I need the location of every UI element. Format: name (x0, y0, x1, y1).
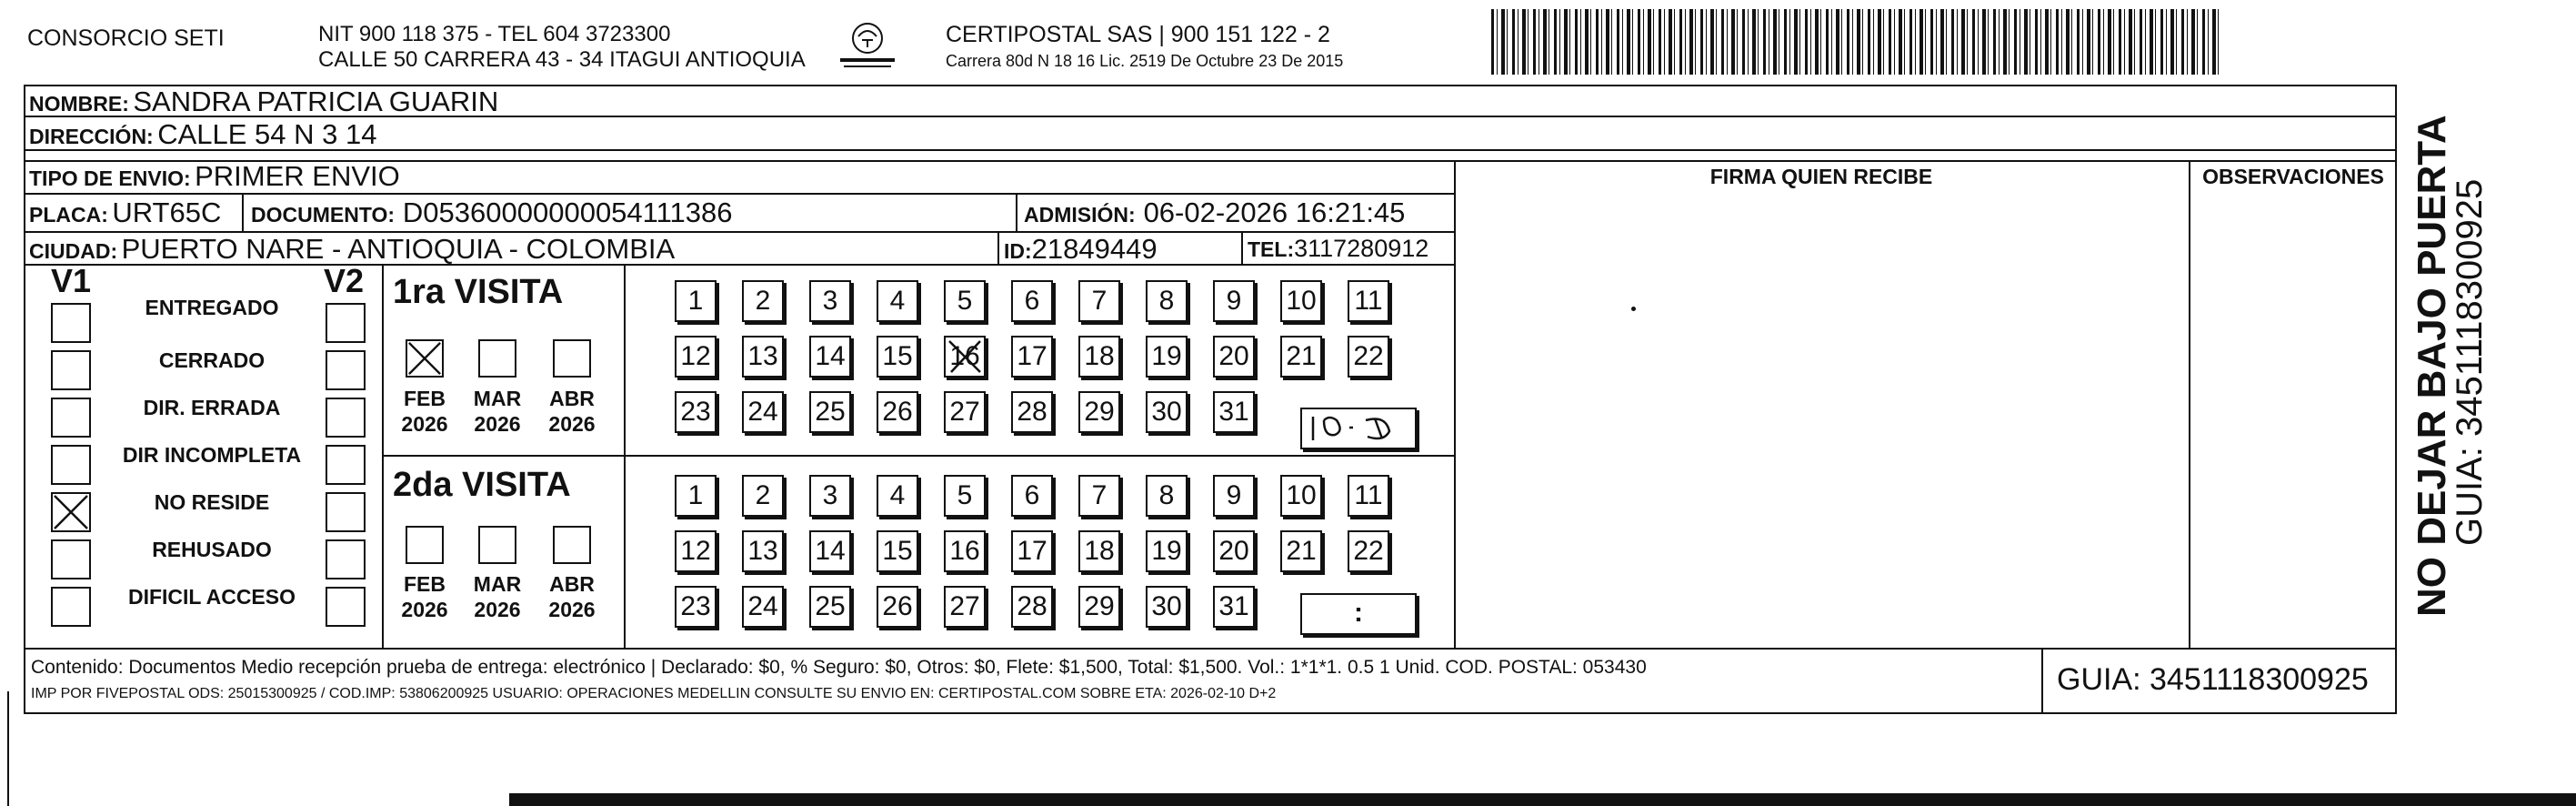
documento-row (251, 196, 733, 229)
footer-guia: GUIA: 3451118300925 (2057, 662, 2369, 697)
visit2-day-22[interactable]: 22 (1348, 530, 1389, 572)
month-year: 2026 (474, 412, 521, 436)
month-name: FEB (404, 572, 446, 596)
v2-checkbox[interactable] (326, 350, 366, 390)
visit2-month-checkbox[interactable] (406, 526, 444, 564)
visit1-day-25[interactable]: 25 (809, 391, 851, 433)
visit2-day-16[interactable]: 16 (944, 530, 986, 572)
visit2-day-10[interactable]: 10 (1280, 475, 1322, 517)
month-year: 2026 (401, 412, 448, 436)
visit1-day-22[interactable]: 22 (1348, 336, 1389, 378)
visit1-day-11[interactable]: 11 (1348, 280, 1389, 322)
signature-mark (1631, 307, 1636, 311)
v2-checkbox[interactable] (326, 303, 366, 343)
tipo-row (29, 160, 400, 193)
visit2-month-label (545, 571, 599, 622)
visit2-title: 2da VISITA (393, 466, 571, 504)
visit1-day-30[interactable]: 30 (1146, 391, 1188, 433)
v1-checkbox[interactable] (51, 492, 91, 532)
visit2-day-9[interactable]: 9 (1213, 475, 1255, 517)
visit1-day-10[interactable]: 10 (1280, 280, 1322, 322)
visit2-day-31[interactable]: 31 (1213, 586, 1255, 628)
visit1-day-13[interactable]: 13 (742, 336, 784, 378)
month-year: 2026 (474, 598, 521, 621)
visit1-day-6[interactable]: 6 (1011, 280, 1053, 322)
visit2-day-18[interactable]: 18 (1078, 530, 1120, 572)
nombre-label: NOMBRE: (29, 92, 129, 116)
visit2-time-separator: : (1354, 598, 1363, 628)
visit2-day-1[interactable]: 1 (675, 475, 717, 517)
tipo-label: TIPO DE ENVIO: (29, 166, 191, 190)
v2-checkbox[interactable] (326, 398, 366, 438)
status-label: ENTREGADO (145, 296, 279, 319)
ciudad-label: CIUDAD: (29, 239, 118, 263)
month-year: 2026 (548, 598, 596, 621)
visit2-day-23[interactable]: 23 (675, 586, 717, 628)
v1-checkbox[interactable] (51, 539, 91, 579)
company-name: CONSORCIO SETI (27, 25, 225, 51)
visit2-day-12[interactable]: 12 (675, 530, 717, 572)
footer-imp-line: IMP POR FIVEPOSTAL ODS: 25015300925 / COD.IMP: 53806200925 USUARIO: OPERACIONES MEDELLIN CONSULTE SU ENVIO EN: CERTIPOSTAL.COM SOBRE ETA: 2026-02-10 D+2 (31, 686, 1277, 701)
visit2-day-2[interactable]: 2 (742, 475, 784, 517)
ciudad-row (29, 233, 675, 266)
admision-value: 06-02-2026 16:21:45 (1143, 196, 1406, 228)
visit1-day-17[interactable]: 17 (1011, 336, 1053, 378)
firma-header: FIRMA QUIEN RECIBE (1709, 165, 1933, 188)
visit2-month-checkbox[interactable] (478, 526, 516, 564)
status-label: REHUSADO (152, 538, 272, 561)
status-label: CERRADO (158, 348, 266, 372)
visit1-month-checkbox[interactable] (553, 339, 591, 378)
status-label: DIR. ERRADA (143, 396, 281, 419)
visit1-month-checkbox[interactable] (406, 339, 444, 378)
visit2-day-19[interactable]: 19 (1146, 530, 1188, 572)
direccion-label: DIRECCIÓN: (29, 125, 154, 148)
month-year: 2026 (548, 412, 596, 436)
visit2-day-3[interactable]: 3 (809, 475, 851, 517)
visit1-month-checkbox[interactable] (478, 339, 516, 378)
visit2-day-30[interactable]: 30 (1146, 586, 1188, 628)
nombre-row (29, 86, 498, 118)
visit1-day-4[interactable]: 4 (877, 280, 918, 322)
month-name: MAR (473, 572, 522, 596)
visit1-day-12[interactable]: 12 (675, 336, 717, 378)
visit2-day-8[interactable]: 8 (1146, 475, 1188, 517)
visit1-month-label (397, 386, 452, 437)
visit1-month-label (470, 386, 525, 437)
visit2-day-20[interactable]: 20 (1213, 530, 1255, 572)
placa-row (29, 196, 221, 229)
visit1-month-label (545, 386, 599, 437)
status-label: DIFICIL ACCESO (127, 585, 296, 609)
nombre-value: SANDRA PATRICIA GUARIN (133, 86, 499, 117)
visit1-day-29[interactable]: 29 (1078, 391, 1120, 433)
company-address: CALLE 50 CARRERA 43 - 34 ITAGUI ANTIOQUIA (318, 47, 806, 72)
visit1-time-box (1300, 408, 1417, 449)
month-name: FEB (404, 387, 446, 410)
visit1-day-28[interactable]: 28 (1011, 391, 1053, 433)
v2-checkbox[interactable] (326, 539, 366, 579)
visit2-day-25[interactable]: 25 (809, 586, 851, 628)
barcode (1491, 9, 2219, 75)
documento-value: D05360000000054111386 (402, 196, 733, 228)
tel-value: 3117280912 (1294, 235, 1429, 262)
certipostal-logo (835, 20, 900, 71)
v1-checkbox[interactable] (51, 445, 91, 485)
company-nit: NIT 900 118 375 - TEL 604 3723300 (318, 22, 671, 46)
visit1-day-3[interactable]: 3 (809, 280, 851, 322)
v2-checkbox[interactable] (326, 445, 366, 485)
time-scribble-icon (1302, 409, 1413, 446)
month-name: ABR (549, 387, 595, 410)
visit1-day-9[interactable]: 9 (1213, 280, 1255, 322)
tipo-value: PRIMER ENVIO (195, 160, 400, 192)
visit1-day-8[interactable]: 8 (1146, 280, 1188, 322)
visit2-day-17[interactable]: 17 (1011, 530, 1053, 572)
visit2-day-7[interactable]: 7 (1078, 475, 1120, 517)
visit2-day-29[interactable]: 29 (1078, 586, 1120, 628)
side-warning: NO DEJAR BAJO PUERTA (2410, 115, 2454, 617)
visit1-day-24[interactable]: 24 (742, 391, 784, 433)
v1-checkbox[interactable] (51, 398, 91, 438)
month-name: ABR (549, 572, 595, 596)
month-name: MAR (473, 387, 522, 410)
visit2-time-box (1300, 593, 1417, 635)
visit2-month-label (397, 571, 452, 622)
visit1-day-14[interactable]: 14 (809, 336, 851, 378)
visit2-day-27[interactable]: 27 (944, 586, 986, 628)
footer-content-line: Contenido: Documentos Medio recepción prueba de entrega: electrónico | Declarado: $0, % Seguro: $0, Otros: $0, Flete: $1,500, Total: $1,500. Vol.: 1*1*1. 0.5 1 Unid. COD. POSTAL: 053430 (31, 657, 1647, 678)
direccion-row (29, 118, 376, 151)
v1-checkbox[interactable] (51, 587, 91, 627)
v1-header: V1 (51, 262, 92, 299)
visit1-day-15[interactable]: 15 (877, 336, 918, 378)
carrier-name: CERTIPOSTAL SAS | 900 151 122 - 2 (946, 22, 1330, 47)
visit2-day-11[interactable]: 11 (1348, 475, 1389, 517)
visit2-day-13[interactable]: 13 (742, 530, 784, 572)
status-label: DIR INCOMPLETA (122, 443, 302, 467)
visit2-day-14[interactable]: 14 (809, 530, 851, 572)
visit2-day-6[interactable]: 6 (1011, 475, 1053, 517)
visit2-day-5[interactable]: 5 (944, 475, 986, 517)
documento-label: DOCUMENTO: (251, 203, 396, 227)
admision-label: ADMISIÓN: (1024, 203, 1136, 227)
visit1-day-31[interactable]: 31 (1213, 391, 1255, 433)
visit1-title: 1ra VISITA (393, 273, 564, 311)
visit1-day-1[interactable]: 1 (675, 280, 717, 322)
visit2-day-26[interactable]: 26 (877, 586, 918, 628)
admision-row (1024, 196, 1405, 229)
placa-value: URT65C (112, 196, 222, 228)
tel-label: TEL: (1248, 237, 1295, 261)
visit1-day-27[interactable]: 27 (944, 391, 986, 433)
visit1-day-20[interactable]: 20 (1213, 336, 1255, 378)
visit1-day-19[interactable]: 19 (1146, 336, 1188, 378)
visit2-day-24[interactable]: 24 (742, 586, 784, 628)
v1-checkbox[interactable] (51, 350, 91, 390)
ciudad-value: PUERTO NARE - ANTIOQUIA - COLOMBIA (121, 233, 676, 265)
side-guia: GUIA: 3451118300925 (2450, 178, 2490, 546)
direccion-value: CALLE 54 N 3 14 (157, 118, 377, 150)
v2-checkbox[interactable] (326, 587, 366, 627)
visit2-day-4[interactable]: 4 (877, 475, 918, 517)
tel-row (1248, 235, 1428, 263)
visit2-month-checkbox[interactable] (553, 526, 591, 564)
visit2-day-15[interactable]: 15 (877, 530, 918, 572)
v1-checkbox[interactable] (51, 303, 91, 343)
visit1-day-18[interactable]: 18 (1078, 336, 1120, 378)
visit1-day-26[interactable]: 26 (877, 391, 918, 433)
id-row (1004, 233, 1158, 266)
visit1-day-2[interactable]: 2 (742, 280, 784, 322)
placa-label: PLACA: (29, 203, 108, 227)
day-cross-mark (946, 338, 984, 376)
month-year: 2026 (401, 598, 448, 621)
id-value: 21849449 (1031, 233, 1158, 265)
visit2-day-28[interactable]: 28 (1011, 586, 1053, 628)
page-bottom-band (509, 793, 2576, 806)
status-label: NO RESIDE (154, 490, 270, 514)
visit1-day-7[interactable]: 7 (1078, 280, 1120, 322)
observaciones-header: OBSERVACIONES (2202, 165, 2384, 188)
v2-header: V2 (324, 262, 365, 299)
visit1-day-5[interactable]: 5 (944, 280, 986, 322)
v2-checkbox[interactable] (326, 492, 366, 532)
id-label: ID: (1004, 239, 1032, 263)
carrier-license: Carrera 80d N 18 16 Lic. 2519 De Octubre 23 De 2015 (946, 52, 1344, 70)
visit2-day-21[interactable]: 21 (1280, 530, 1322, 572)
visit1-day-16[interactable]: 16 (944, 336, 986, 378)
visit2-month-label (470, 571, 525, 622)
visit1-day-23[interactable]: 23 (675, 391, 717, 433)
visit1-day-21[interactable]: 21 (1280, 336, 1322, 378)
